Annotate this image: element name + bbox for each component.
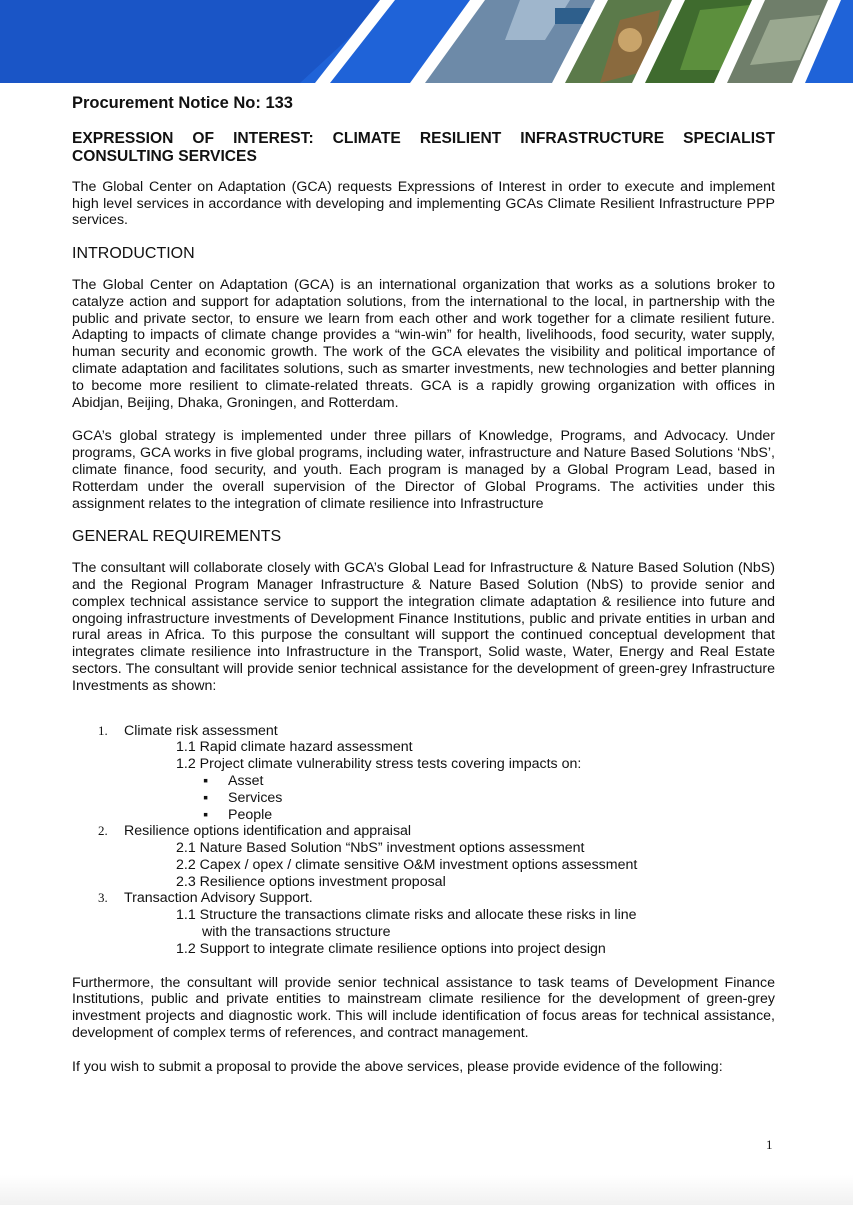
bullet-text: Asset: [228, 772, 264, 789]
bullet-item: [72, 773, 775, 790]
eoi-heading-word: OF: [192, 129, 215, 147]
list-item: [72, 890, 775, 907]
list-subitem: 1.2 Project climate vulnerability stress tests covering impacts on:: [176, 756, 582, 773]
general-requirements-paragraph: The consultant will collaborate closely with GCA’s Global Lead for Infrastructure & Nature Based Solution (NbS) and the Regional Program Manager Infrastructure & Nature Based Solution (NbS) to provide senior and complex technical assistance service to support the integration climate adaptation & resilience into future and ongoing infrastructure investments of Development Finance Institutions, public and private entities in urban and rural areas in Africa. To this purpose the consultant will support the continued conceptual development that integrates climate resilience into Infrastructure in the Transport, Solid waste, Water, Energy and Real Estate sectors. The consultant will provide senior technical assistance for the development of green-grey Infrastructure Investments as shown:: [72, 560, 775, 694]
eoi-heading-word: SPECIALIST: [683, 129, 775, 147]
list-item-label: Resilience options identification and appraisal: [124, 823, 412, 840]
eoi-heading: [72, 130, 775, 166]
bullet-text: Services: [228, 789, 283, 806]
list-subitem: 1.1 Structure the transactions climate risks and allocate these risks in line: [176, 907, 637, 924]
square-bullet-icon: ▪: [203, 806, 209, 823]
proposal-paragraph: If you wish to submit a proposal to provide the above services, please provide evidence of the following:: [72, 1058, 723, 1075]
furthermore-paragraph: Furthermore, the consultant will provide senior technical assistance to task teams of Development Finance Institutions, public and private entities to mainstream climate resilience for the development of green-grey investment projects and diagnostic work. This will include identification of focus areas for technical assistance, development of complex terms of references, and contract management.: [72, 974, 775, 1042]
list-item-label: Climate risk assessment: [124, 722, 278, 739]
procurement-notice-title: Procurement Notice No: 133: [72, 94, 293, 112]
list-subitem: 2.1 Nature Based Solution “NbS” investment options assessment: [176, 840, 585, 857]
intro-paragraph: The Global Center on Adaptation (GCA) requests Expressions of Interest in order to execute and implement high level services in accordance with developing and implementing GCAs Climate Resilient Infrastructure PPP services.: [72, 178, 775, 229]
introduction-paragraph-2: GCA’s global strategy is implemented under three pillars of Knowledge, Programs, and Advocacy. Under programs, GCA works in five global programs, including water, infrastructure and Nature Based Solutions ‘NbS’, climate finance, food security, and youth. Each program is managed by a Global Program Lead, based in Rotterdam under the overall supervision of the Director of Global Programs. The activities under this assignment relates to the integration of climate resilience into Infrastructure: [72, 428, 775, 512]
list-item-number: 2.: [98, 823, 108, 839]
header-banner: [0, 0, 853, 83]
list-item: [72, 823, 775, 840]
list-subitem: 2.2 Capex / opex / climate sensitive O&M investment options assessment: [176, 856, 638, 873]
square-bullet-icon: ▪: [203, 789, 209, 806]
bullet-item: [72, 790, 775, 807]
square-bullet-icon: ▪: [203, 772, 209, 789]
introduction-heading: INTRODUCTION: [72, 245, 195, 263]
eoi-heading-word: CLIMATE: [332, 129, 401, 147]
eoi-heading-word: RESILIENT: [419, 129, 502, 147]
page-number: 1: [766, 1137, 773, 1152]
eoi-heading-line2: CONSULTING SERVICES: [72, 147, 257, 165]
introduction-paragraph-1: The Global Center on Adaptation (GCA) is an international organization that works as a solutions broker to catalyze action and support for adaptation solutions, from the international to the local, in partnership with the public and private sector, to ensure we learn from each other and work together for a climate resilient future. Adapting to impacts of climate change provides a “win-win” for health, livelihoods, food security, water supply, human security and economic growth. The work of the GCA elevates the visibility and political importance of climate adaptation and facilitates solutions, such as smarter investments, new technologies and better planning to become more resilient to climate-related threats. GCA is a rapidly growing organization with offices in Abidjan, Beijing, Dhaka, Groningen, and Rotterdam.: [72, 276, 775, 411]
eoi-heading-word: INTEREST:: [233, 129, 314, 147]
bullet-item: [72, 807, 775, 824]
eoi-heading-line1: [72, 130, 775, 148]
list-item-label: Transaction Advisory Support.: [124, 890, 313, 907]
bullet-text: People: [228, 806, 273, 823]
list-subitem: 1.2 Support to integrate climate resilience options into project design: [176, 940, 606, 957]
list-item-number: 3.: [98, 890, 108, 906]
eoi-heading-word: INFRASTRUCTURE: [520, 129, 665, 147]
page-bottom-edge: [0, 1175, 853, 1205]
list-subitem: 1.1 Rapid climate hazard assessment: [176, 739, 413, 756]
list-subitem-continued: with the transactions structure: [202, 924, 391, 941]
list-item-number: 1.: [98, 722, 108, 738]
requirements-list: [72, 723, 775, 958]
document-body: [72, 95, 775, 1076]
list-item: [72, 723, 775, 740]
photo-collage-banner: [0, 0, 853, 83]
general-requirements-heading: GENERAL REQUIREMENTS: [72, 528, 282, 546]
eoi-heading-word: EXPRESSION: [72, 129, 174, 147]
list-subitem: 2.3 Resilience options investment proposal: [176, 873, 446, 890]
